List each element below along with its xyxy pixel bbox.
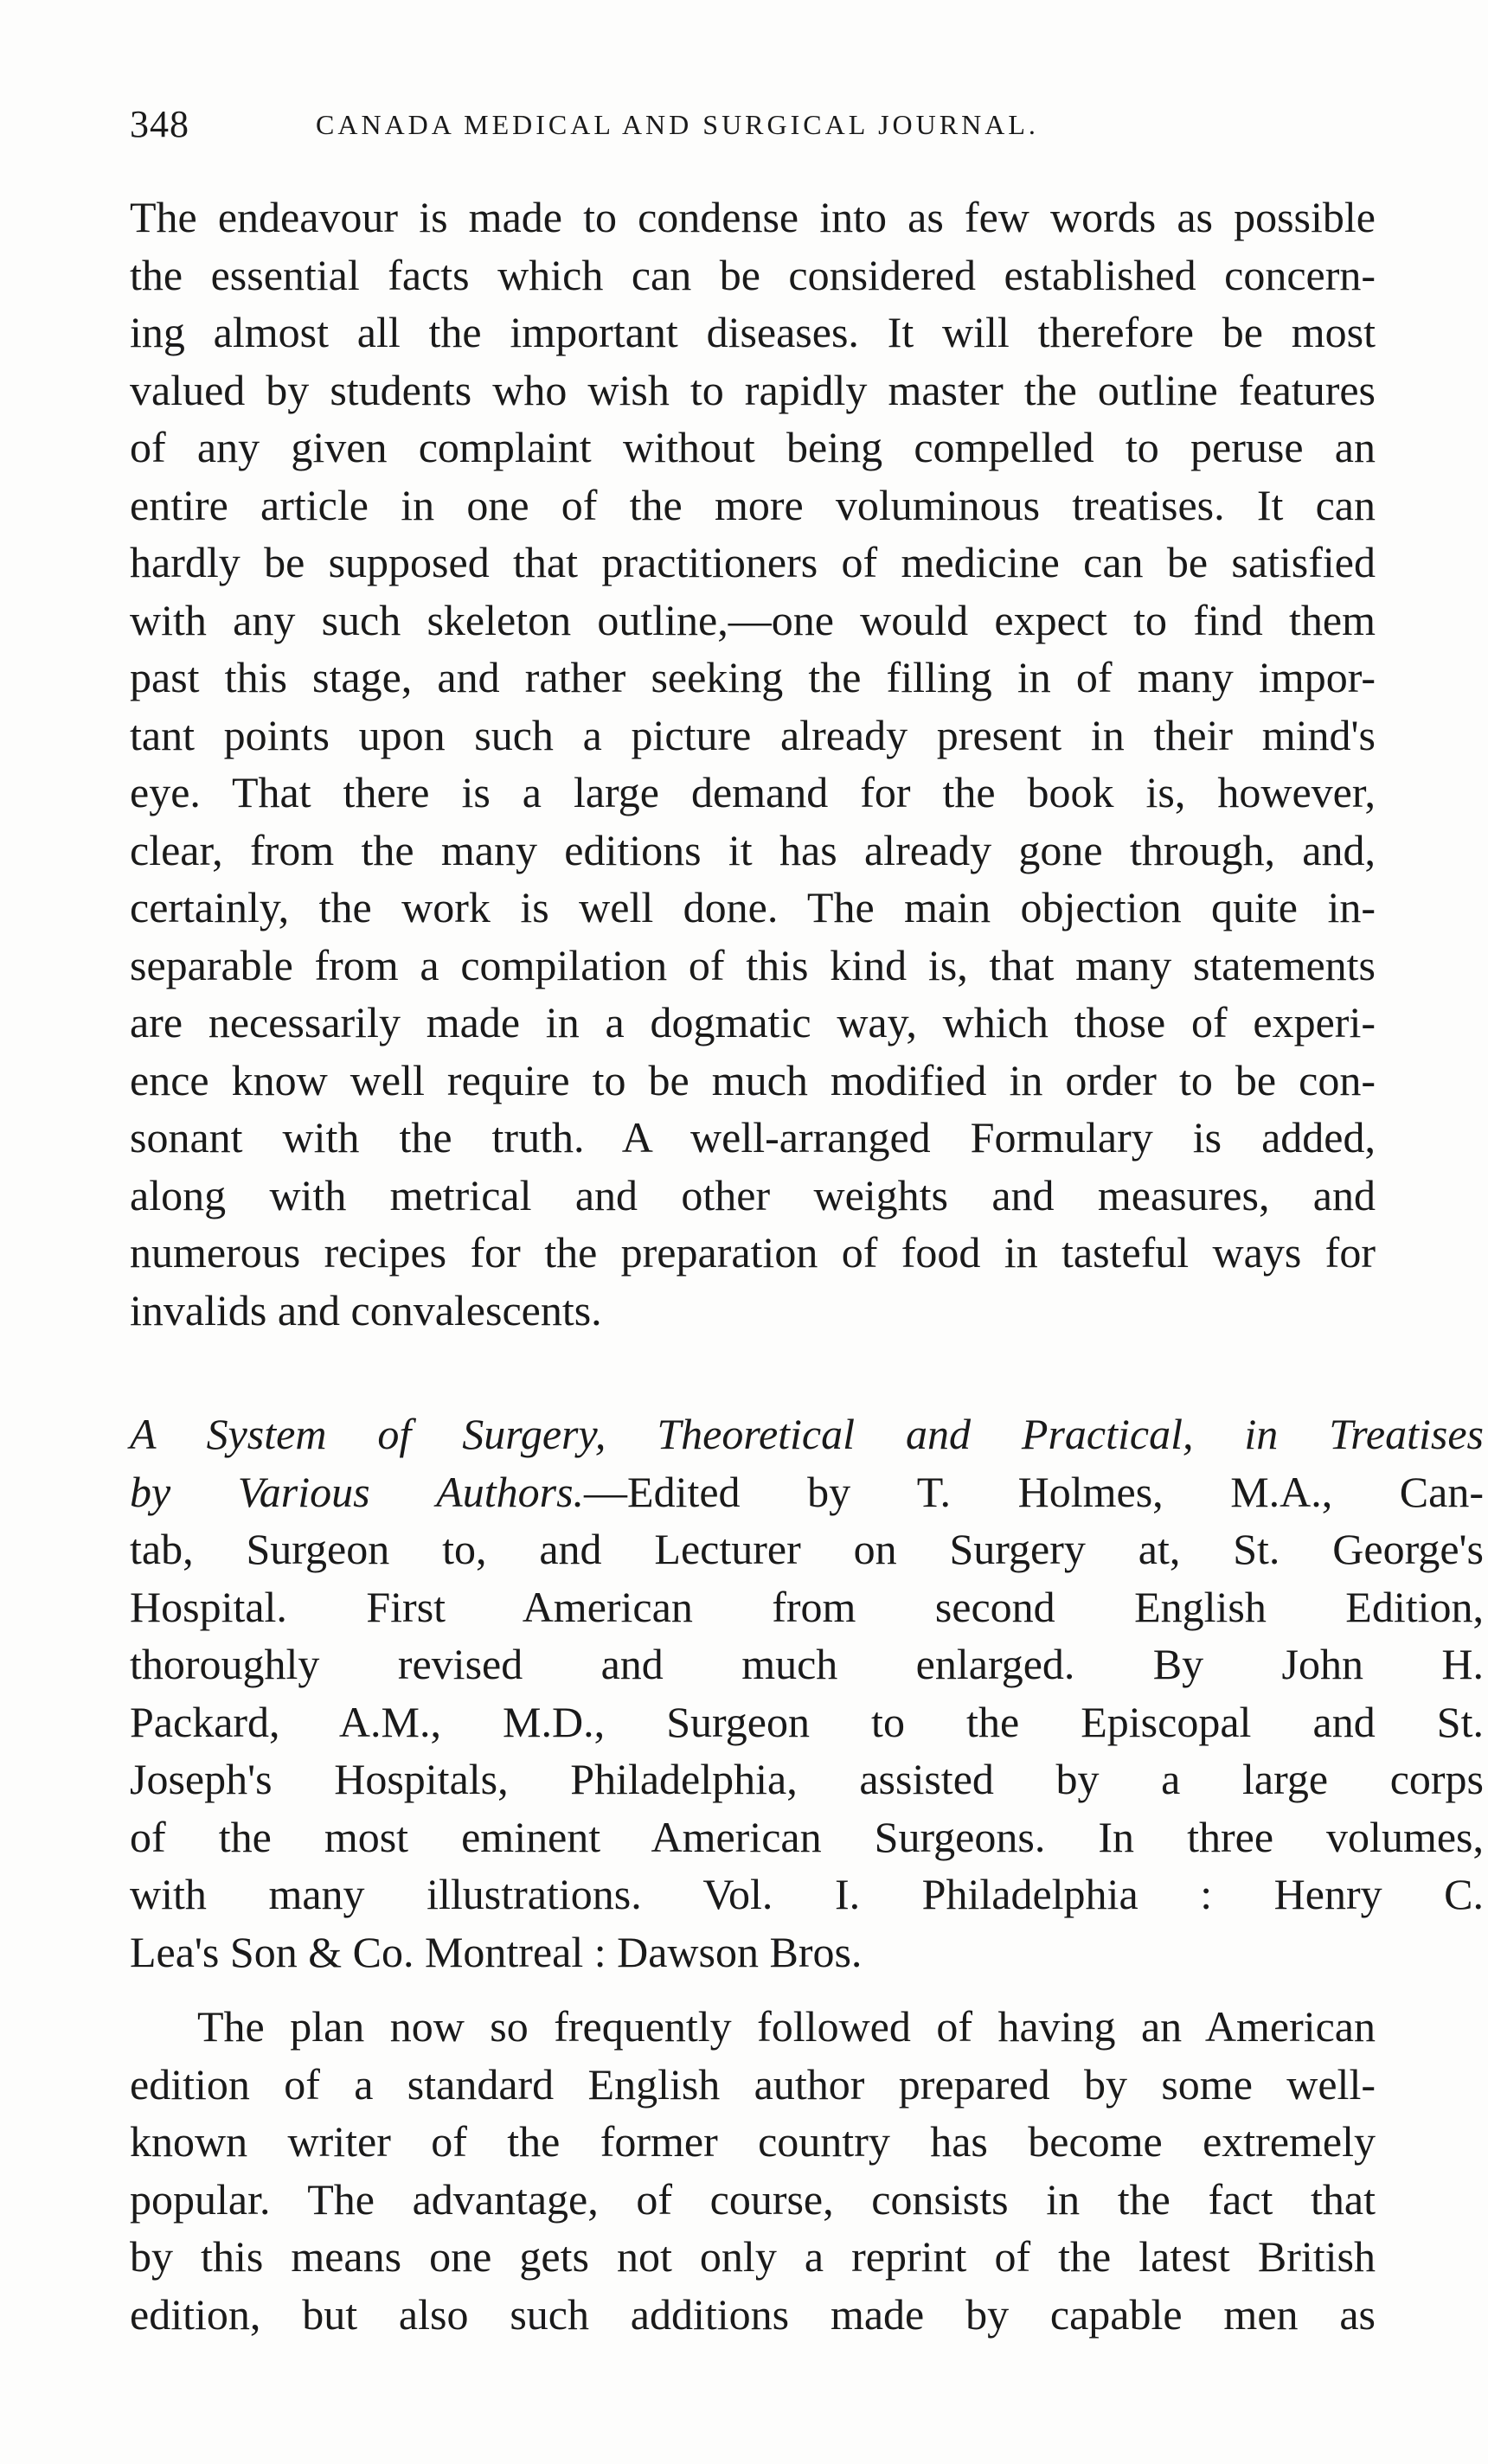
text-line: known writer of the former country has become extremely (130, 2117, 1376, 2166)
page-number: 348 (130, 103, 189, 145)
heading-line: Lea's Son & Co. Montreal : Dawson Bros. (130, 1927, 863, 1976)
text-line: eye. That there is a large demand for the book is, however, (130, 768, 1376, 816)
text-line: popular. The advantage, of course, consists in the fact that (130, 2174, 1376, 2224)
text-line: edition of a standard English author prepared by some well- (130, 2059, 1376, 2109)
review-paragraph-2 (130, 1998, 1376, 2343)
text-line: clear, from the many editions it has already gone through, and, (130, 825, 1376, 874)
running-head (130, 102, 1376, 154)
heading-line: Joseph's Hospitals, Philadelphia, assisted by a large corps (130, 1755, 1484, 1803)
heading-line: Packard, A.M., M.D., Surgeon to the Episcopal and St. (130, 1697, 1484, 1746)
text-line: along with metrical and other weights and measures, and (130, 1170, 1376, 1219)
heading-line: with many illustrations. Vol. I. Philadelphia : Henry C. (130, 1870, 1484, 1918)
heading-line: tab, Surgeon to, and Lecturer on Surgery at, St. George's (130, 1525, 1484, 1573)
text-line: numerous recipes for the preparation of food in tasteful ways for (130, 1228, 1376, 1277)
text-line: with any such skeleton outline,—one would expect to find them (130, 595, 1376, 644)
text-line: hardly be supposed that practitioners of medicine can be satisfied (130, 538, 1376, 586)
text-line: the essential facts which can be considered established concern- (130, 250, 1376, 299)
book-title-continued: by Various Authors. (130, 1467, 585, 1516)
text-line: ence know well require to be much modified in order to be con- (130, 1055, 1376, 1104)
text-line: are necessarily made in a dogmatic way, which those of experi- (130, 998, 1376, 1046)
heading-line: of the most eminent American Surgeons. In three volumes, (130, 1812, 1484, 1861)
heading-line: thoroughly revised and much enlarged. By John H. (130, 1640, 1484, 1688)
text-line: The endeavour is made to condense into as few words as possible (130, 193, 1376, 241)
text-line: past this stage, and rather seeking the filling in of many impor- (130, 653, 1376, 701)
text-line: edition, but also such additions made by capable men as (130, 2289, 1376, 2339)
text-line: ing almost all the important diseases. It will therefore be most (130, 308, 1376, 356)
text-line: of any given complaint without being compelled to peruse an (130, 423, 1376, 471)
heading-line (130, 1463, 1484, 1521)
book-title: A System of Surgery, Theoretical and Practical, in Treatises (130, 1410, 1484, 1458)
text-line: valued by students who wish to rapidly master the outline features (130, 365, 1376, 414)
text-line: tant points upon such a picture already present in their mind's (130, 710, 1376, 759)
text-line: separable from a compilation of this kind is, that many statements (130, 940, 1376, 989)
text-line: certainly, the work is well done. The main objection quite in- (130, 883, 1376, 931)
review-paragraph-1 (130, 189, 1376, 1339)
text-line: entire article in one of the more voluminous treatises. It can (130, 480, 1376, 529)
text-line: sonant with the truth. A well-arranged Formulary is added, (130, 1113, 1376, 1162)
editor-credit: —Edited by T. Holmes, M.A., Can- (584, 1467, 1484, 1516)
book-review-heading (130, 1405, 1484, 1981)
text-line: invalids and convalescents. (130, 1285, 602, 1334)
heading-title-line (130, 1405, 1484, 1463)
text-line: by this means one gets not only a reprint of the latest British (130, 2232, 1376, 2281)
heading-line: Hospital. First American from second English Edition, (130, 1582, 1484, 1631)
text-line: The plan now so frequently followed of having an American (197, 2002, 1376, 2051)
journal-title: CANADA MEDICAL AND SURGICAL JOURNAL. (316, 109, 1039, 140)
